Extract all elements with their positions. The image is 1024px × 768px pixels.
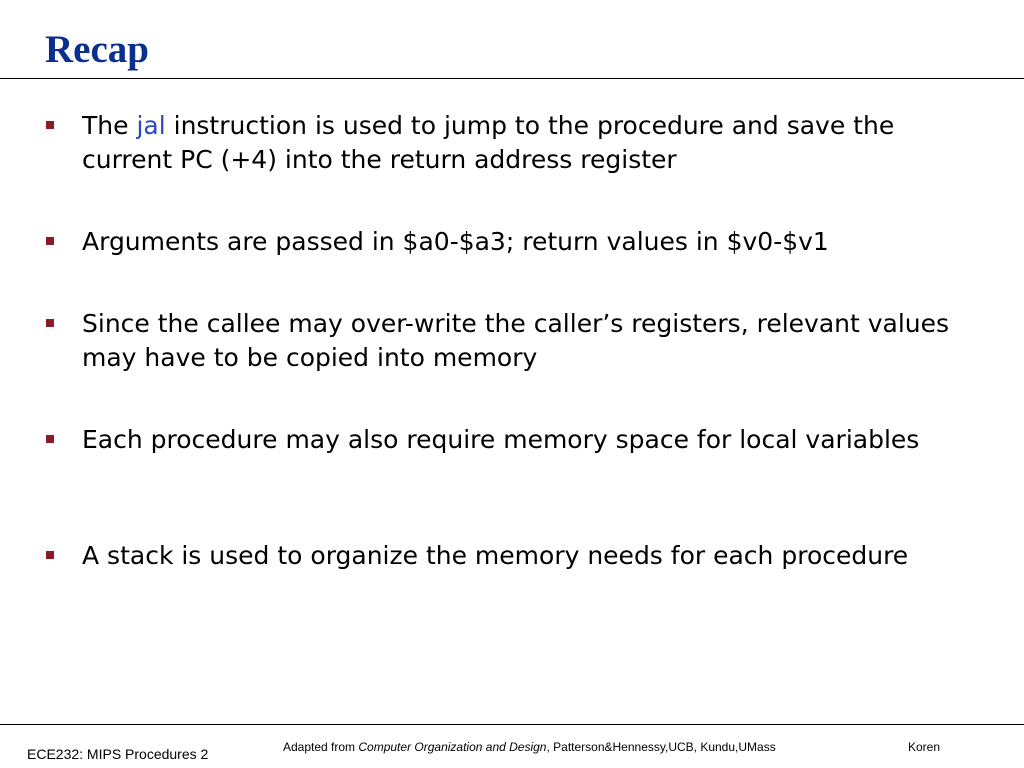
bullet-text: A stack is used to organize the memory needs for each procedure [82,541,909,570]
square-bullet-icon [46,551,54,559]
credit-suffix: , Patterson&Hennessy,UCB, Kundu,UMass [546,740,776,754]
bullet-item-callee [82,307,982,375]
credit-prefix: Adapted from [283,740,359,754]
bullet-item-jal [82,109,982,177]
bullet-item-local-vars [82,423,982,457]
bullet-text: The [82,111,137,140]
title-divider [0,78,1024,79]
bullet-text: Arguments are passed in $a0-$a3; return values in $v0-$v1 [82,227,829,256]
footer-credit [283,739,776,755]
footer-divider [0,724,1024,725]
credit-book-title: Computer Organization and Design [358,740,547,754]
bullet-item-stack [82,539,982,573]
slide-title: Recap [45,28,149,71]
square-bullet-icon [46,319,54,327]
footer-author: Koren [908,740,941,754]
bullet-text: Since the callee may over-write the caller’s registers, relevant values may have to be copied into memory [82,309,950,372]
bullet-item-arguments [82,225,982,259]
square-bullet-icon [46,435,54,443]
square-bullet-icon [46,121,54,129]
square-bullet-icon [46,237,54,245]
bullet-text: Each procedure may also require memory space for local variables [82,425,920,454]
jal-keyword: jal [136,111,166,140]
footer-slide-label: ECE232: MIPS Procedures 2 [27,746,209,762]
bullet-text: instruction is used to jump to the procedure and save the current PC (+4) into the return address register [82,111,895,174]
